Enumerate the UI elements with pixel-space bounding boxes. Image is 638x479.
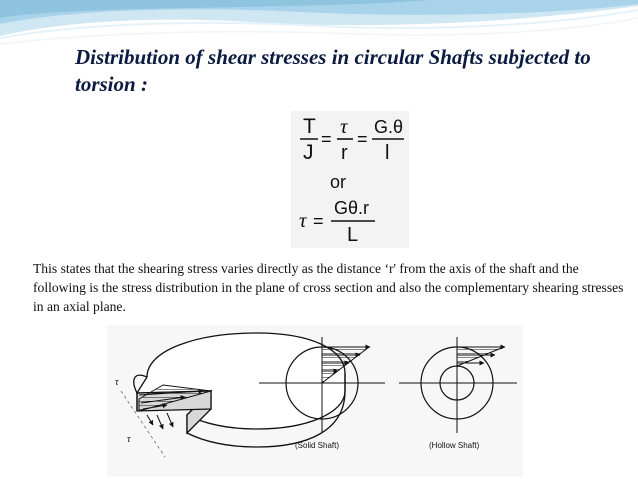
formula-t: T [303, 115, 316, 138]
formula-big-l: L [347, 224, 359, 246]
solid-shaft-caption: (Solid Shaft) [295, 441, 340, 450]
formula-j: J [303, 141, 314, 164]
stress-distribution-diagram [107, 325, 523, 477]
slide-title: Distribution of shear stresses in circular Shafts subjected to torsion : [75, 45, 591, 96]
formula-tau-2: τ [299, 208, 307, 232]
hollow-shaft-section [399, 337, 517, 433]
formula-or: or [330, 172, 347, 192]
tau-label-bottom: τ [127, 434, 131, 445]
torsion-formula [291, 111, 409, 248]
formula-l: l [385, 142, 390, 164]
formula-g-theta: G.θ [374, 117, 404, 137]
svg-text:=: = [313, 211, 324, 231]
tau-label-top: τ [115, 377, 119, 388]
body-text: This states that the shearing stress varies directly as the distance ‘r' from the axis of the shaft and the following is the stress distribution in the plane of cross section and also the complementary shearing stresses in an axial plane. [33, 261, 624, 314]
formula-tau: τ [340, 114, 348, 138]
shaft-3d-view [121, 333, 345, 457]
svg-text:=: = [321, 129, 332, 149]
formula-g-theta-r: Gθ.r [334, 198, 370, 218]
formula-r: r [341, 142, 348, 164]
hollow-shaft-caption: (Hollow Shaft) [429, 441, 480, 450]
svg-text:=: = [357, 129, 368, 149]
